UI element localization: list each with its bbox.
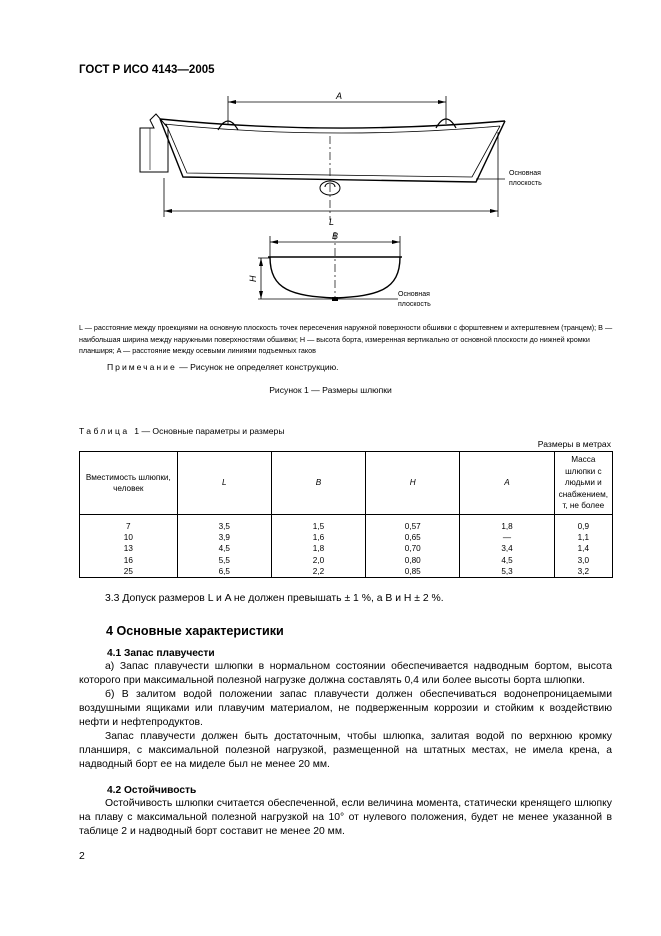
section-4-2-heading: 4.2 Остойчивость bbox=[107, 785, 197, 796]
cell-h: 0,80 bbox=[366, 555, 460, 566]
cell-a: 3,4 bbox=[460, 543, 554, 554]
figure-note bbox=[107, 362, 339, 372]
figure-caption-legend: L — расстояние между проекциями на основную плоскость точек пересечения наружной поверхности обшивки с форштевнем и ахтерштевнем (транцем); B — наибольшая ширина между наружными поверхностями обшивки; H — высота борта, измеренная вертикально от основной плоскости до нижней кромки планширя; A — расстояние между осевыми линиями подъемных гаков bbox=[79, 323, 613, 355]
cell-mass: 1,4 bbox=[554, 543, 612, 554]
header-capacity: Вместимость шлюпки, человек bbox=[80, 452, 178, 515]
section-base-plane-label-line1: Основная bbox=[398, 291, 430, 298]
table-caption-label: Таблица bbox=[79, 426, 130, 436]
base-plane-label-line2: плоскость bbox=[509, 180, 542, 187]
header-mass: Масса шлюпки с людьми и снабжением, т, не более bbox=[554, 452, 612, 515]
cell-mass: 3,2 bbox=[554, 566, 612, 578]
cell-capacity: 7 bbox=[80, 515, 178, 533]
cell-a: 4,5 bbox=[460, 555, 554, 566]
paragraph-b: б) В залитом водой положении запас плавучести должен обеспечиваться водонепроницаемыми воздушными ящиками или плавучим материалом, не подверженным коррозии и стойким к воздействию нефти и нефтепродуктов. bbox=[79, 689, 612, 728]
paragraph-a: а) Запас плавучести шлюпки в нормальном состоянии обеспечивается надводным бортом, высота которого при максимальной полезной нагрузке должна составлять 0,4 или более высоты борта шлюпки. bbox=[79, 661, 612, 686]
cell-capacity: 25 bbox=[80, 566, 178, 578]
cell-h: 0,70 bbox=[366, 543, 460, 554]
cell-h: 0,57 bbox=[366, 515, 460, 533]
base-plane-label-line1: Основная bbox=[509, 170, 541, 177]
section-4-1-heading: 4.1 Запас плавучести bbox=[107, 648, 215, 659]
cell-h: 0,85 bbox=[366, 566, 460, 578]
cell-l: 3,5 bbox=[177, 515, 271, 533]
cell-a: 5,3 bbox=[460, 566, 554, 578]
cell-b: 2,0 bbox=[271, 555, 365, 566]
paragraph-c: Запас плавучести должен быть достаточным, чтобы шлюпка, залитая водой по верхнюю кромку планширя, с максимальной полезной нагрузкой, размещенной на штатных местах, не имела крена, а надводный борт ее на миделе был не менее 20 мм. bbox=[79, 731, 612, 770]
tolerance-paragraph bbox=[79, 592, 612, 606]
label-h: H bbox=[248, 275, 258, 282]
table-row bbox=[80, 543, 613, 554]
cell-b: 1,5 bbox=[271, 515, 365, 533]
cell-mass: 1,1 bbox=[554, 532, 612, 543]
tolerance-text: 3.3 Допуск размеров L и A не должен превышать ± 1 %, а B и H ± 2 %. bbox=[105, 593, 444, 604]
cell-b: 1,8 bbox=[271, 543, 365, 554]
stability-paragraph: Остойчивость шлюпки считается обеспеченной, если величина момента, статически кренящего шлюпку на плаву с максимальной полезной нагрузкой на 10° от нулевого положения, будет не менее указанной в таблице 2 и надводный борт составит не менее 20 мм. bbox=[79, 798, 612, 837]
section-4-heading: 4 Основные характеристики bbox=[106, 624, 284, 638]
cell-capacity: 10 bbox=[80, 532, 178, 543]
table-header-row bbox=[80, 452, 613, 515]
table-row bbox=[80, 566, 613, 578]
table-caption bbox=[79, 426, 285, 436]
cell-h: 0,65 bbox=[366, 532, 460, 543]
table-units: Размеры в метрах bbox=[537, 439, 611, 449]
cell-b: 2,2 bbox=[271, 566, 365, 578]
label-l: L bbox=[329, 217, 335, 227]
table-row bbox=[80, 515, 613, 533]
section-base-plane-label-line2: плоскость bbox=[398, 301, 431, 308]
cell-mass: 3,0 bbox=[554, 555, 612, 566]
figure-title: Рисунок 1 — Размеры шлюпки bbox=[269, 385, 392, 395]
header-h: H bbox=[366, 452, 460, 515]
section-4-1-text bbox=[79, 660, 612, 772]
cell-a: — bbox=[460, 532, 554, 543]
table-caption-text: 1 — Основные параметры и размеры bbox=[134, 426, 285, 436]
label-b: B bbox=[332, 231, 339, 241]
cell-l: 6,5 bbox=[177, 566, 271, 578]
cell-capacity: 16 bbox=[80, 555, 178, 566]
cell-l: 4,5 bbox=[177, 543, 271, 554]
table-row bbox=[80, 555, 613, 566]
header-b: B bbox=[271, 452, 365, 515]
document-title: ГОСТ Р ИСО 4143—2005 bbox=[79, 64, 215, 76]
header-a: A bbox=[460, 452, 554, 515]
cell-b: 1,6 bbox=[271, 532, 365, 543]
note-text: — Рисунок не определяет конструкцию. bbox=[176, 362, 339, 372]
boat-dimensions-figure bbox=[0, 0, 661, 320]
cell-l: 5,5 bbox=[177, 555, 271, 566]
cell-capacity: 13 bbox=[80, 543, 178, 554]
cell-l: 3,9 bbox=[177, 532, 271, 543]
parameters-table bbox=[79, 451, 613, 578]
page-number: 2 bbox=[79, 851, 85, 862]
section-4-2-text bbox=[79, 797, 612, 839]
label-a: A bbox=[336, 91, 343, 101]
table-row bbox=[80, 532, 613, 543]
note-label: Примечание bbox=[107, 362, 177, 372]
header-l: L bbox=[177, 452, 271, 515]
cell-a: 1,8 bbox=[460, 515, 554, 533]
cell-mass: 0,9 bbox=[554, 515, 612, 533]
